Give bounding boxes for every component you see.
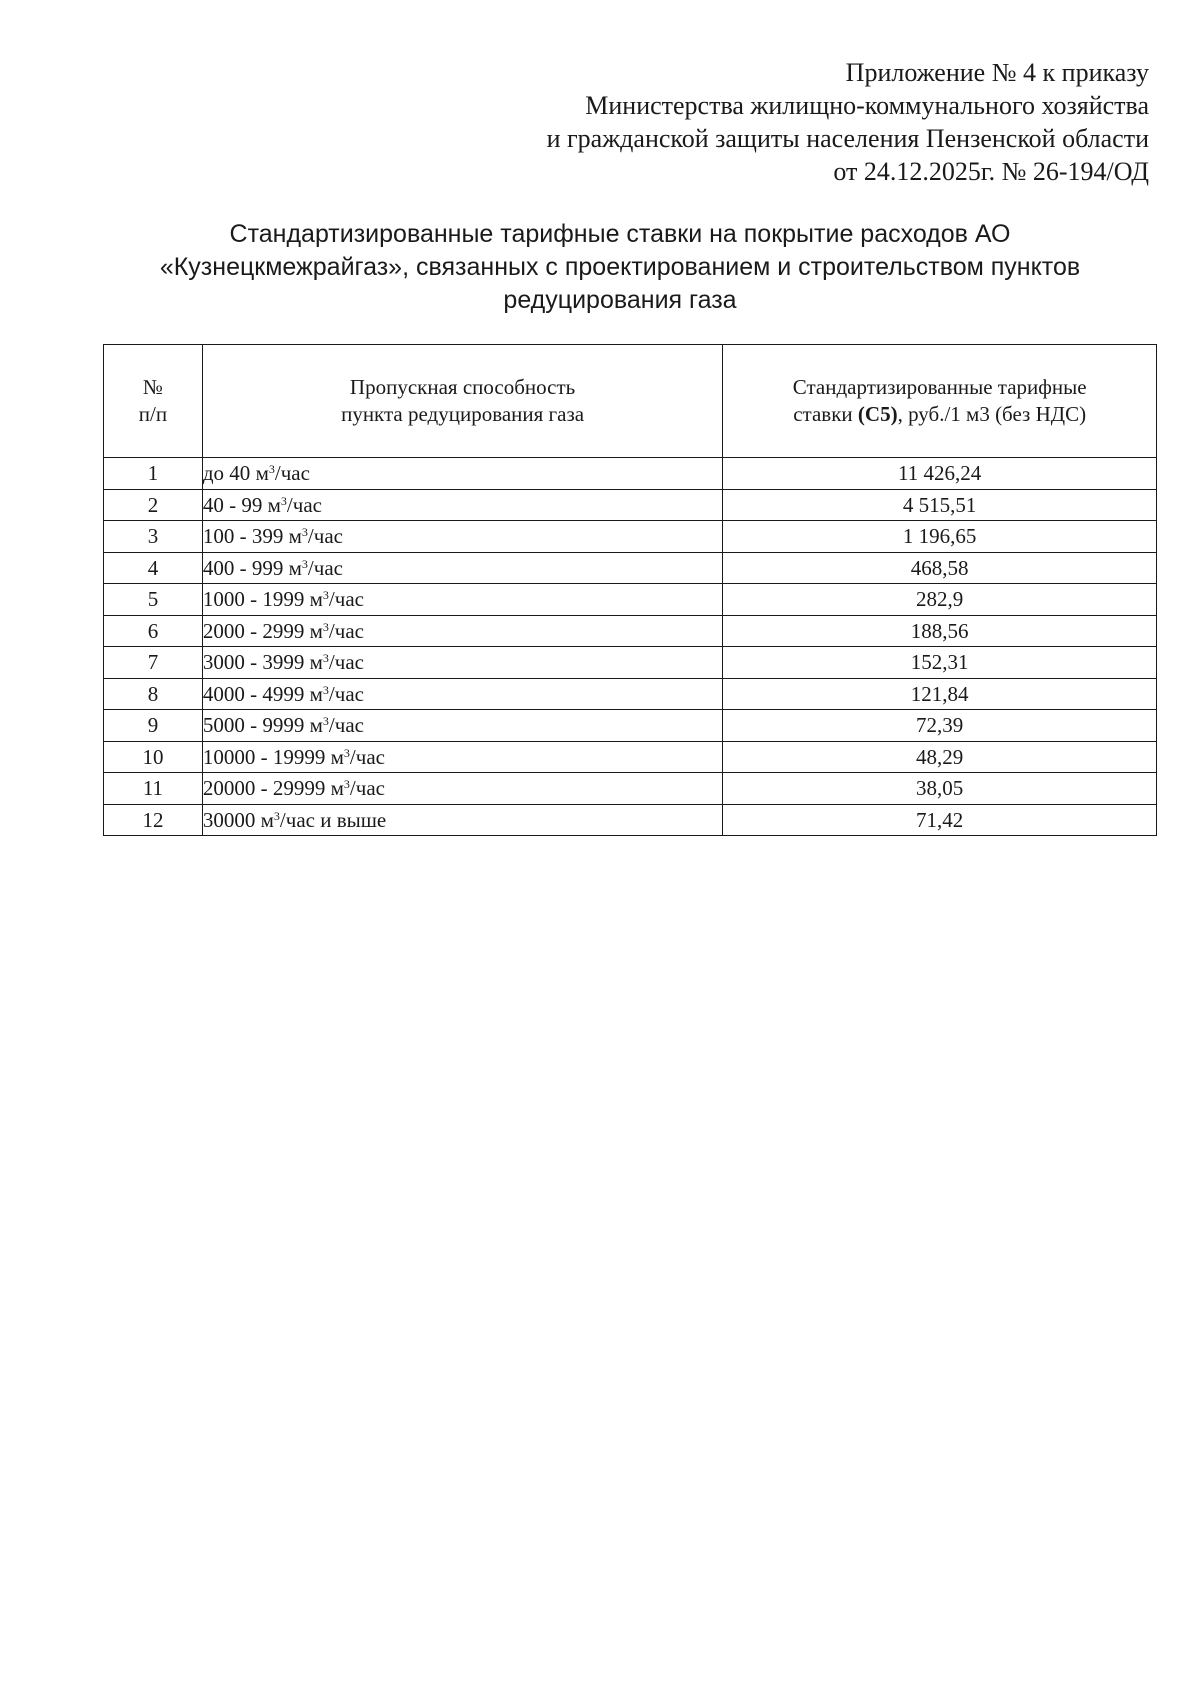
header-num-line: п/п: [138, 402, 168, 426]
row-capacity: [202, 489, 722, 521]
row-capacity: [202, 521, 722, 553]
capacity-unit: м: [330, 744, 344, 769]
tariff-table: [103, 344, 1157, 836]
row-capacity: [202, 741, 722, 773]
capacity-range: 10000 - 19999: [202, 744, 326, 769]
capacity-unit: м: [309, 650, 323, 675]
table-row: [104, 741, 1157, 773]
capacity-suffix: /час: [328, 650, 364, 675]
row-rate: 48,29: [723, 741, 1157, 773]
row-rate: 468,58: [723, 552, 1157, 584]
capacity-unit-exponent: 3: [301, 556, 308, 571]
header-capacity: [202, 345, 722, 458]
capacity-suffix: /час: [328, 713, 364, 738]
row-rate: 4 515,51: [723, 489, 1157, 521]
capacity-unit-exponent: 3: [343, 745, 350, 760]
capacity-suffix: /час: [328, 681, 364, 706]
row-number: 1: [104, 458, 203, 490]
row-rate: 71,42: [723, 804, 1157, 836]
row-rate: 11 426,24: [723, 458, 1157, 490]
table-row: [104, 552, 1157, 584]
capacity-unit-exponent: 3: [301, 525, 308, 540]
header-rate-code: (С5): [857, 402, 898, 426]
capacity-unit: м: [309, 681, 323, 706]
row-capacity: [202, 647, 722, 679]
capacity-range: 400 - 999: [202, 555, 284, 580]
capacity-unit-exponent: 3: [343, 777, 350, 792]
capacity-suffix: /час: [328, 618, 364, 643]
row-capacity: [202, 584, 722, 616]
header-line: от 24.12.2025г. № 26-194/ОД: [833, 157, 1149, 186]
header-line: Министерства жилищно-коммунального хозяйства: [585, 91, 1149, 120]
row-rate: 121,84: [723, 678, 1157, 710]
capacity-unit-exponent: 3: [280, 493, 287, 508]
capacity-range: 20000 - 29999: [202, 776, 326, 801]
title-line: Стандартизированные тарифные ставки на покрытие расходов АО: [229, 220, 1011, 248]
header-line: и гражданской защиты населения Пензенской области: [546, 124, 1149, 153]
row-capacity: [202, 804, 722, 836]
row-number: 3: [104, 521, 203, 553]
capacity-range: 2000 - 2999: [202, 618, 305, 643]
header-num: [104, 345, 203, 458]
header-line: Приложение № 4 к приказу: [845, 58, 1149, 87]
capacity-unit: м: [255, 461, 269, 486]
capacity-suffix: /час: [349, 776, 385, 801]
capacity-range: 40 - 99: [202, 492, 263, 517]
header-rate-suffix: , руб./1 м3 (без НДС): [897, 402, 1087, 426]
header-rate-line: [723, 401, 1156, 428]
capacity-unit-exponent: 3: [322, 619, 329, 634]
capacity-unit: м: [309, 713, 323, 738]
capacity-unit-exponent: 3: [322, 714, 329, 729]
header-rate: [723, 345, 1157, 458]
row-capacity: [202, 678, 722, 710]
row-number: 11: [104, 773, 203, 805]
document-title: [100, 218, 1140, 317]
capacity-suffix: /час и выше: [279, 807, 387, 832]
row-rate: 38,05: [723, 773, 1157, 805]
row-number: 9: [104, 710, 203, 742]
capacity-range: 30000: [202, 807, 256, 832]
title-line: «Кузнецкмежрайгаз», связанных с проектированием и строительством пунктов: [159, 253, 1081, 281]
capacity-range: 100 - 399: [202, 524, 284, 549]
row-number: 4: [104, 552, 203, 584]
capacity-unit-exponent: 3: [322, 588, 329, 603]
capacity-unit-exponent: 3: [322, 682, 329, 697]
table-row: [104, 647, 1157, 679]
appendix-header: [547, 56, 1149, 188]
row-rate: 282,9: [723, 584, 1157, 616]
row-number: 2: [104, 489, 203, 521]
row-number: 5: [104, 584, 203, 616]
table-row: [104, 489, 1157, 521]
table-row: [104, 710, 1157, 742]
row-capacity: [202, 458, 722, 490]
header-capacity-line: пункта редуцирования газа: [341, 402, 585, 426]
capacity-suffix: /час: [274, 461, 310, 486]
row-capacity: [202, 615, 722, 647]
row-capacity: [202, 773, 722, 805]
header-capacity-line: Пропускная способность: [349, 375, 576, 399]
row-rate: 188,56: [723, 615, 1157, 647]
capacity-unit-exponent: 3: [273, 808, 280, 823]
row-rate: 1 196,65: [723, 521, 1157, 553]
table-row: [104, 615, 1157, 647]
table-row: [104, 773, 1157, 805]
capacity-range: до 40: [202, 461, 251, 486]
capacity-unit: м: [309, 587, 323, 612]
row-number: 6: [104, 615, 203, 647]
capacity-suffix: /час: [328, 587, 364, 612]
capacity-range: 5000 - 9999: [202, 713, 305, 738]
row-capacity: [202, 710, 722, 742]
row-number: 8: [104, 678, 203, 710]
capacity-suffix: /час: [349, 744, 385, 769]
table-header-row: [104, 345, 1157, 458]
capacity-unit-exponent: 3: [322, 651, 329, 666]
header-rate-prefix: ставки: [793, 402, 858, 426]
row-number: 7: [104, 647, 203, 679]
row-rate: 152,31: [723, 647, 1157, 679]
header-num-line: №: [142, 375, 163, 399]
capacity-suffix: /час: [307, 524, 343, 549]
table-row: [104, 521, 1157, 553]
capacity-unit: м: [330, 776, 344, 801]
table-row: [104, 804, 1157, 836]
row-number: 12: [104, 804, 203, 836]
title-line: редуцирования газа: [503, 286, 737, 314]
capacity-suffix: /час: [286, 492, 322, 517]
capacity-range: 4000 - 4999: [202, 681, 305, 706]
capacity-unit: м: [288, 555, 302, 580]
capacity-range: 3000 - 3999: [202, 650, 305, 675]
table-row: [104, 584, 1157, 616]
header-rate-line: Стандартизированные тарифные: [792, 375, 1087, 399]
capacity-unit: м: [309, 618, 323, 643]
table-row: [104, 678, 1157, 710]
row-capacity: [202, 552, 722, 584]
capacity-unit-exponent: 3: [268, 462, 275, 477]
capacity-unit: м: [288, 524, 302, 549]
table-row: [104, 458, 1157, 490]
row-rate: 72,39: [723, 710, 1157, 742]
capacity-unit: м: [260, 807, 274, 832]
capacity-range: 1000 - 1999: [202, 587, 305, 612]
capacity-suffix: /час: [307, 555, 343, 580]
row-number: 10: [104, 741, 203, 773]
capacity-unit: м: [267, 492, 281, 517]
